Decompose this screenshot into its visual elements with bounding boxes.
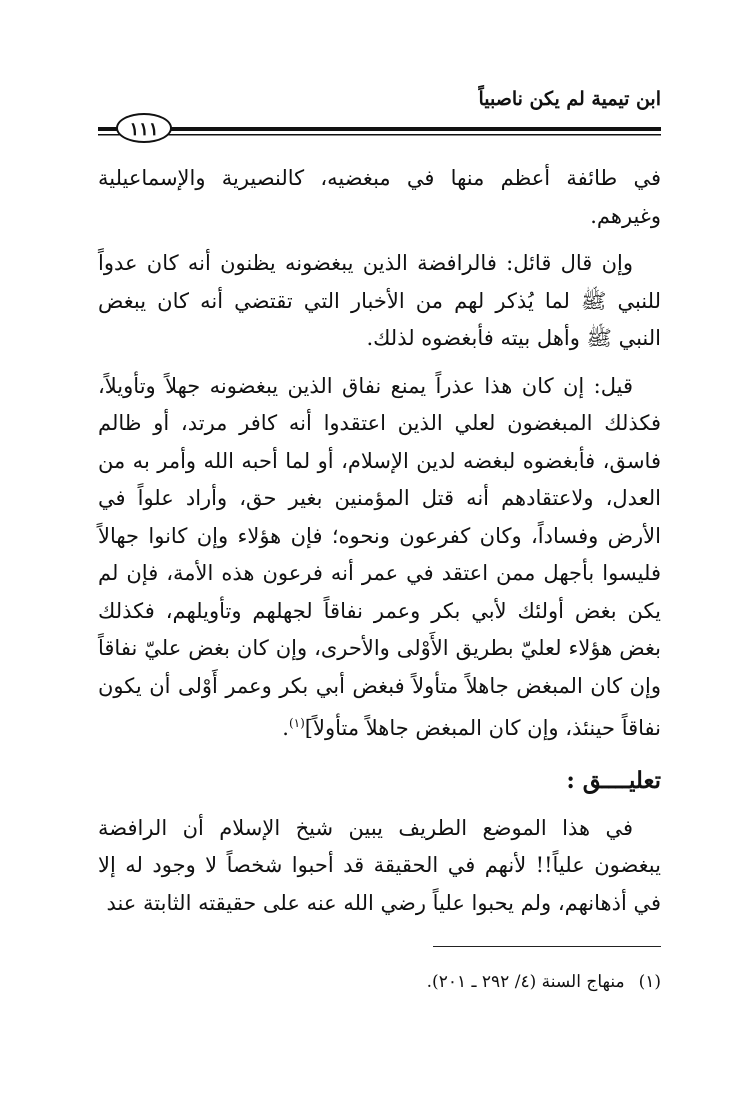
header-rule-lines (98, 125, 661, 141)
header-rule-thin-line (98, 134, 661, 136)
paragraph-4: في هذا الموضع الطريف يبين شيخ الإسلام أن الرافضة يبغضون علياً!! لأنهم في الحقيقة قد أحبوا شخصاً لا وجود له إلا في أذهانهم، ولم يحبوا علياً رضي الله عنه على حقيقته الثابتة عند (98, 815, 661, 915)
section-heading: تعليــــق : (566, 766, 661, 794)
paragraph-3 (98, 368, 661, 748)
header-rule-thick-line (98, 127, 661, 131)
footnote-marker: (١) (638, 972, 661, 992)
header-rule (98, 125, 661, 141)
footnote (427, 972, 661, 992)
page-number: ١١١ (129, 119, 159, 140)
paragraph-3-end: . (282, 716, 289, 740)
page-number-badge (116, 113, 172, 143)
footnote-reference: (١) (288, 716, 305, 730)
footnote-text: منهاج السنة (٤/ ٢٩٢ ـ ٢٠١). (426, 972, 625, 992)
paragraph-1: في طائفة أعظم منها في مبغضيه، كالنصيرية والإسماعيلية وغيرهم. (98, 166, 661, 228)
body-text (98, 160, 661, 922)
paragraph-2: وإن قال قائل: فالرافضة الذين يبغضونه يظنون أنه كان عدواً للنبي ﷺ لما يُذكر لهم من الأخبار التي تقتضي أنه كان يبغض النبي ﷺ وأهل بيته فأبغضوه لذلك. (98, 251, 661, 350)
paragraph-3-text: قيل: إن كان هذا عذراً يمنع نفاق الذين يبغضونه جهلاً وتأويلاً، فكذلك المبغضون لعلي الذين اعتقدوا أنه كافر مرتد، أو ظالم فاسق، فأبغضوه لبغضه لدين الإسلام، أو لما أحبه الله وأمر به من العدل، ولاعتقادهم أنه قتل المؤمنين بغير حق، وأراد علواً في الأرض وفساداً، وكان كفرعون ونحوه؛ فإن هؤلاء وإن كانوا جهالاً فليسوا بأجهل ممن اعتقد في عمر أنه فرعون هذه الأمة، فإن لم يكن بغض أولئك لأبي بكر وعمر نفاقاً لجهلهم وتأويلهم، فكذلك بغض هؤلاء لعليّ بطريق الأَوْلى والأحرى، وإن كان بغض عليّ نفاقاً وإن كان المبغض جاهلاً متأولاً فبغض أبي بكر وعمر أَوْلى أن يكون نفاقاً حينئذ، وإن كان المبغض جاهلاً متأولاً] (98, 373, 661, 740)
footnote-divider (433, 946, 661, 947)
running-title: ابن تيمية لم يكن ناصبياً (478, 88, 661, 110)
